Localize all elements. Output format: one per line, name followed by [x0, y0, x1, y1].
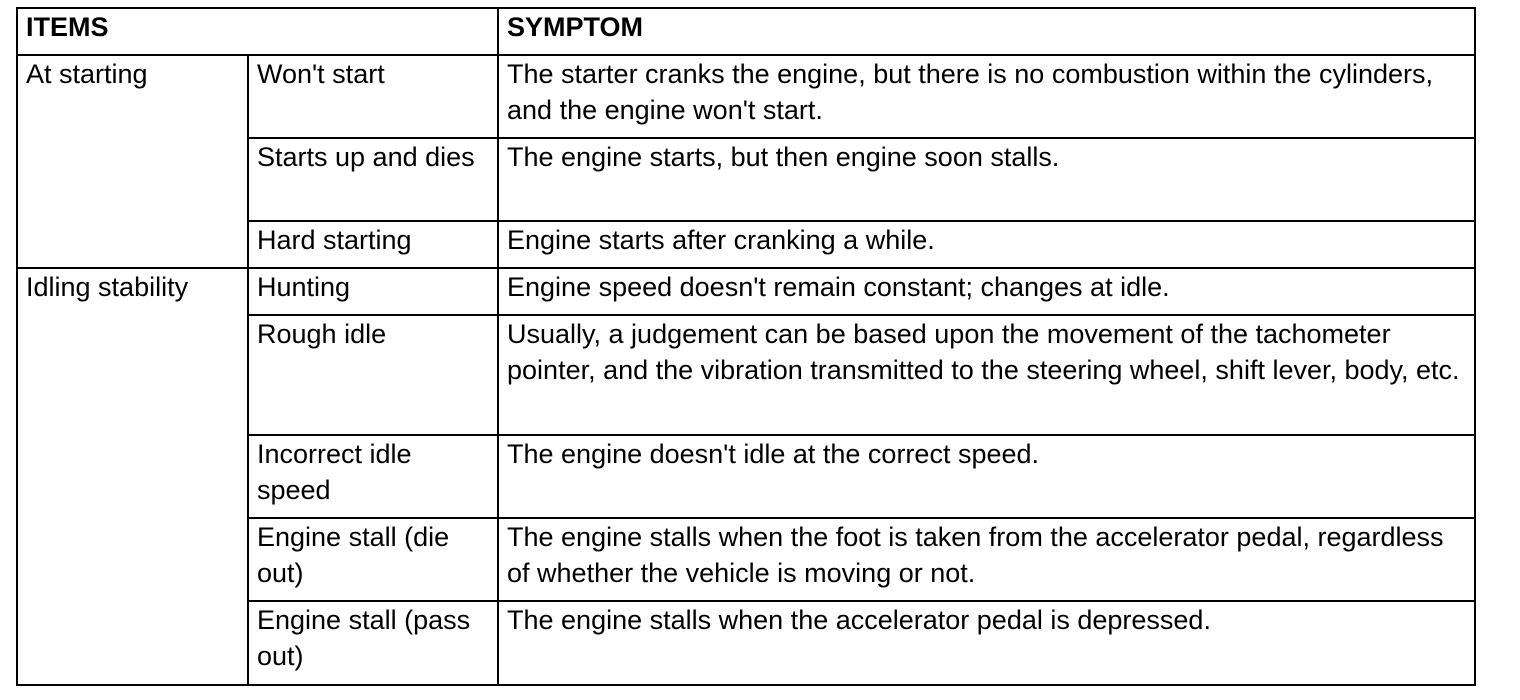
item-cell: Won't start [248, 55, 498, 138]
symptom-cell: The starter cranks the engine, but there is no combustion within the cylinders, and the engine won't start. [498, 55, 1475, 138]
item-cell: Rough idle [248, 315, 498, 435]
symptom-cell: The engine stalls when the foot is taken from the accelerator pedal, regardless of whether the vehicle is moving or not. [498, 518, 1475, 601]
category-cell: Idling stability [17, 268, 248, 685]
item-cell: Hard starting [248, 221, 498, 268]
item-cell: Engine stall (die out) [248, 518, 498, 601]
symptom-cell: The engine stalls when the accelerator pedal is depressed. [498, 601, 1475, 685]
symptom-cell: Usually, a judgement can be based upon the movement of the tachometer pointer, and the vibration transmitted to the steering wheel, shift lever, body, etc. [498, 315, 1475, 435]
item-cell: Hunting [248, 268, 498, 315]
symptom-cell: The engine starts, but then engine soon stalls. [498, 138, 1475, 221]
table-row [17, 268, 1475, 315]
item-cell: Starts up and dies [248, 138, 498, 221]
header-row [17, 8, 1475, 55]
symptom-cell: Engine speed doesn't remain constant; changes at idle. [498, 268, 1475, 315]
item-cell: Incorrect idle speed [248, 435, 498, 518]
header-items: ITEMS [17, 8, 498, 55]
table-row [17, 55, 1475, 138]
header-symptom: SYMPTOM [498, 8, 1475, 55]
item-cell: Engine stall (pass out) [248, 601, 498, 685]
symptom-cell: Engine starts after cranking a while. [498, 221, 1475, 268]
category-cell: At starting [17, 55, 248, 268]
symptom-cell: The engine doesn't idle at the correct speed. [498, 435, 1475, 518]
symptom-table [16, 7, 1476, 686]
